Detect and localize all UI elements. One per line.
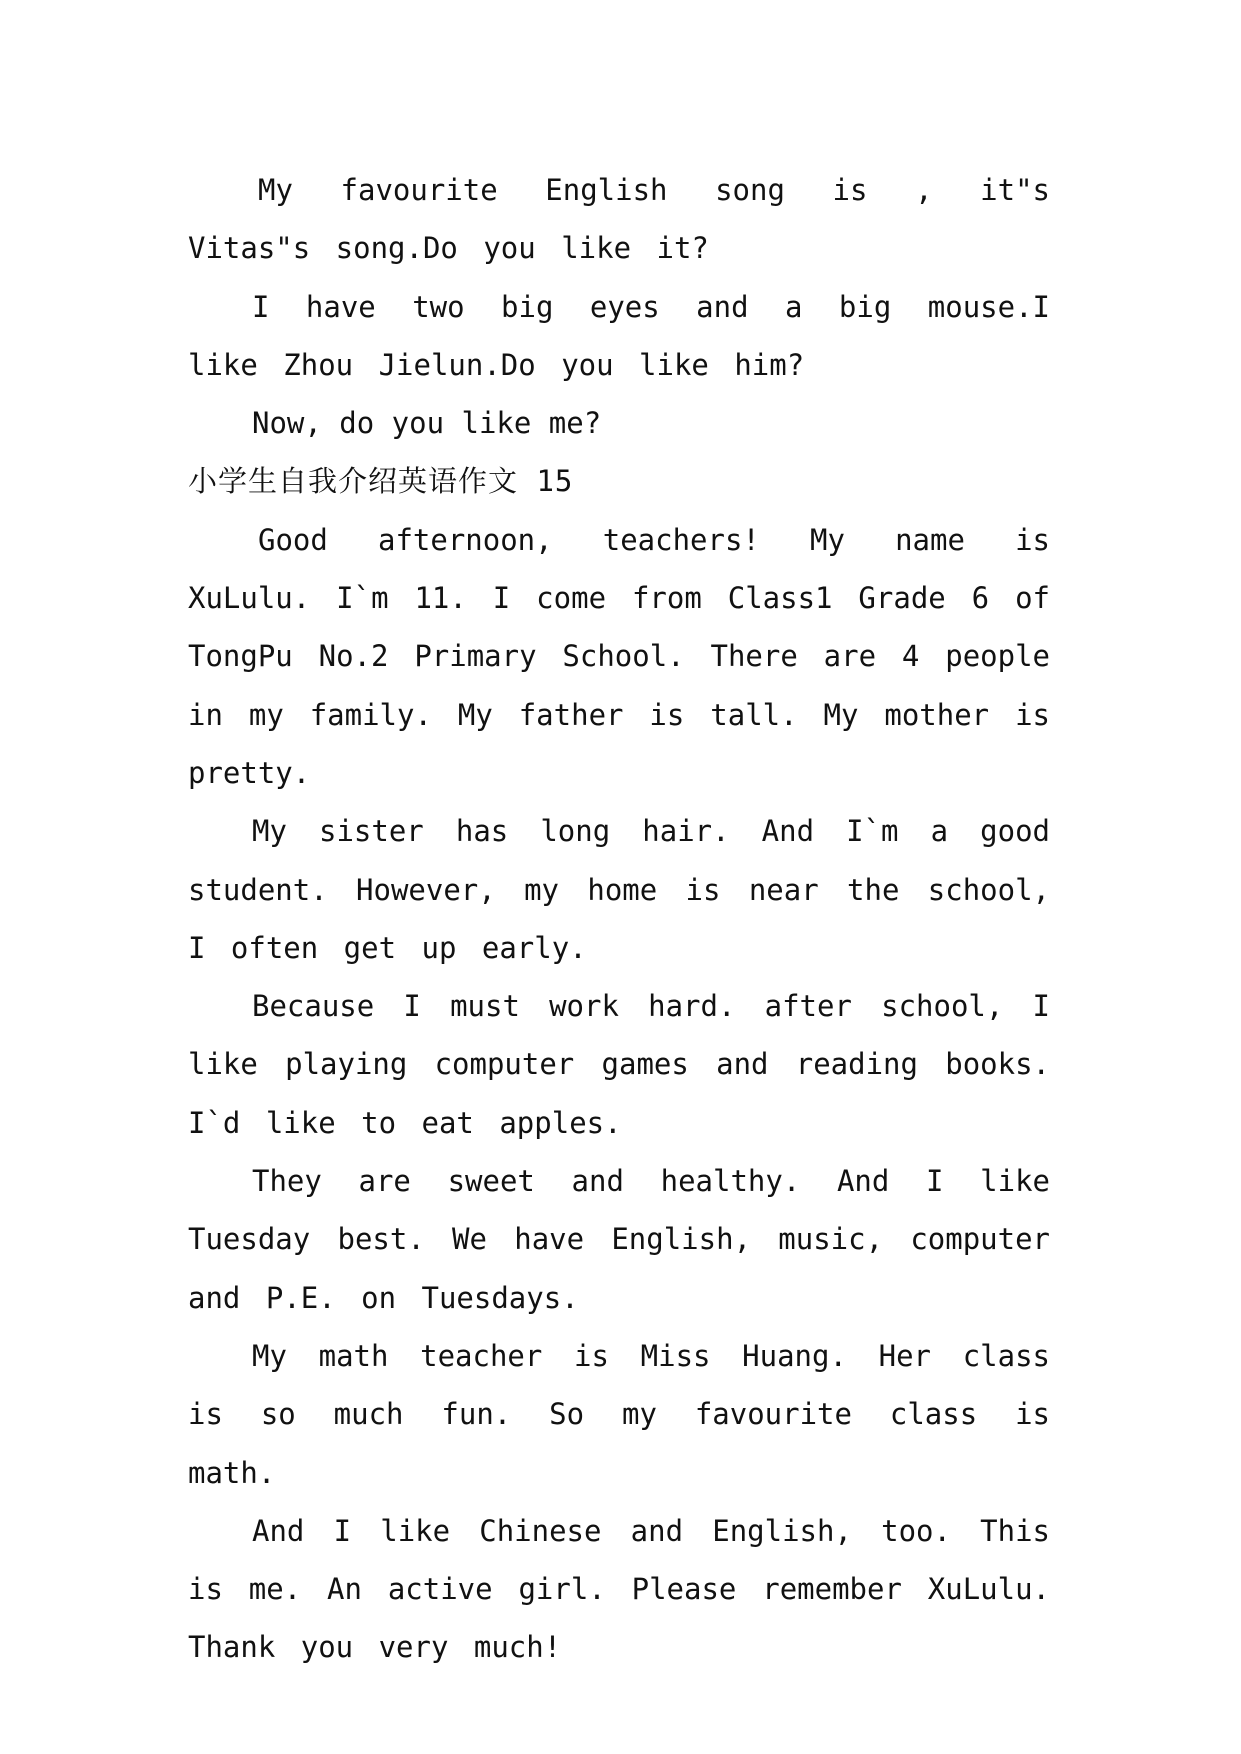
paragraph-closing: And I like Chinese and English, too. This is me. An active girl. Please remember XuLulu. Thank you very much! [188,1513,1050,1665]
paragraph-math-teacher: My math teacher is Miss Huang. Her class is so much fun. So my favourite class is math. [188,1338,1050,1490]
paragraph-hobbies: Because I must work hard. after school, I like playing computer games and reading books. I`d like to eat apples. [188,989,1050,1140]
paragraph-question: Now, do you like me? [252,406,602,441]
section-heading: 小学生自我介绍英语作文 15 [188,464,574,499]
paragraph-greeting: Good afternoon, teachers! My name is XuLulu. I`m 11. I come from Class1 Grade 6 of TongPu No.2 Primary School. There are 4 people in my family. My father is tall. My mother is pretty. [188,522,1050,790]
paragraph-appearance: I have two big eyes and a big mouse.I like Zhou Jielun.Do you like him? [188,289,1050,382]
document-body [188,161,1050,1677]
paragraph-favourite-song: My favourite English song is , it"s Vitas"s song.Do you like it? [188,173,1050,266]
paragraph-tuesday: They are sweet and healthy. And I like Tuesday best. We have English, music, computer and P.E. on Tuesdays. [188,1164,1050,1315]
paragraph-sister: My sister has long hair. And I`m a good student. However, my home is near the school, I often get up early. [188,814,1050,965]
